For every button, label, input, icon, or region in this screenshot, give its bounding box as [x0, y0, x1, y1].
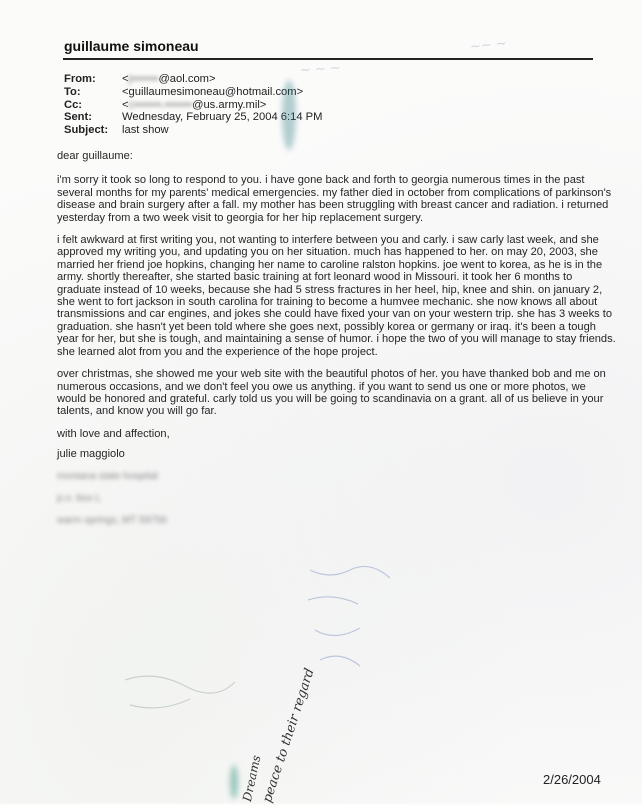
- address-line: montana state hospital: [57, 470, 158, 482]
- paragraph-1: i'm sorry it took so long to respond to you. i have gone back and forth to georgia numerous times in the past several months for my parents' medical emergencies. my father died in october from complications of parkinson's disease and brain surgery after a fall. my mother has been struggling with breast cancer and radiation. i returned yesterday from a two week visit to georgia for her hip replacement surgery.: [57, 174, 612, 224]
- handwritten-note: peace to their regard: [260, 666, 318, 805]
- header-label: From:: [64, 73, 96, 85]
- email-body: [57, 150, 617, 537]
- bleed-through-mark: ~ ~ ~: [299, 60, 342, 79]
- greeting: dear guillaume:: [57, 150, 133, 162]
- handwritten-note-short: Dreams: [240, 753, 264, 803]
- header-value: <j•••••••@aol.com>: [122, 73, 216, 85]
- date-stamp: 2/26/2004: [543, 772, 601, 787]
- header-label: Cc:: [64, 98, 83, 111]
- paragraph-3: over christmas, she showed me your web site with the beautiful photos of her. you have thanked bob and me on numerous occasions, and we don't feel you owe us anything. if you want to send us one or more photos, we would be honored and grateful. carly told us you will be going to scandinavia on a grant. all of us believe in your talents, and know you will go far.: [57, 368, 606, 418]
- header-value: Wednesday, February 25, 2004 6:14 PM: [122, 111, 323, 124]
- ink-smudge: [230, 765, 238, 799]
- header-value: <c•••••••.•••••••@us.army.mil>: [122, 98, 267, 111]
- header-value: <guillaumesimoneau@hotmail.com>: [122, 85, 304, 98]
- address-line: warm springs, MT 59756: [57, 514, 167, 526]
- bleed-through-scribble: [300, 560, 390, 680]
- header-rule: [63, 58, 593, 60]
- header-row-from: [64, 73, 322, 86]
- header-label: To:: [64, 85, 81, 98]
- ink-smudge: [282, 80, 296, 150]
- signature-name: julie maggiolo: [57, 448, 125, 461]
- address-line: p.o. box L: [57, 492, 101, 504]
- sender-name: guillaume simoneau: [64, 38, 199, 54]
- header-value: last show: [122, 124, 169, 137]
- header-label: Sent:: [64, 111, 92, 124]
- closing: with love and affection,: [57, 427, 170, 440]
- bleed-through-scribble: [120, 660, 240, 720]
- paragraph-2: i felt awkward at first writing you, not wanting to interfere between you and carly. i saw carly last week, and she approved my writing you, and updating you on her situation. much has happened to her. on may 20, 2003, she married her friend joe hopkins, changing her name to caroline ralston hopkins. joe went to korea, as he is in the army. shortly thereafter, she started basic training at fort leonard wood in Missouri. it took her 6 months to graduate instead of 10 weeks, because she had 5 stress fractures in her heel, hip, knee and shin. on january 2, she went to fort jackson in south carolina for training to become a humvee mechanic. she now knows all about transmissions and car engines, and jokes she could have fixed your van on your western trip. she has 3 weeks to graduation. she hasn't yet been told where she goes next, possibly korea or germany or iraq. it's been a tough year for her, but she is tough, and maintaining a sense of humor. i hope the two of you will manage to stay friends. she learned alot from you and the experience of the hope project.: [57, 234, 616, 358]
- header-label: Subject:: [64, 124, 109, 137]
- bleed-through-mark: ~~ ~: [469, 36, 508, 55]
